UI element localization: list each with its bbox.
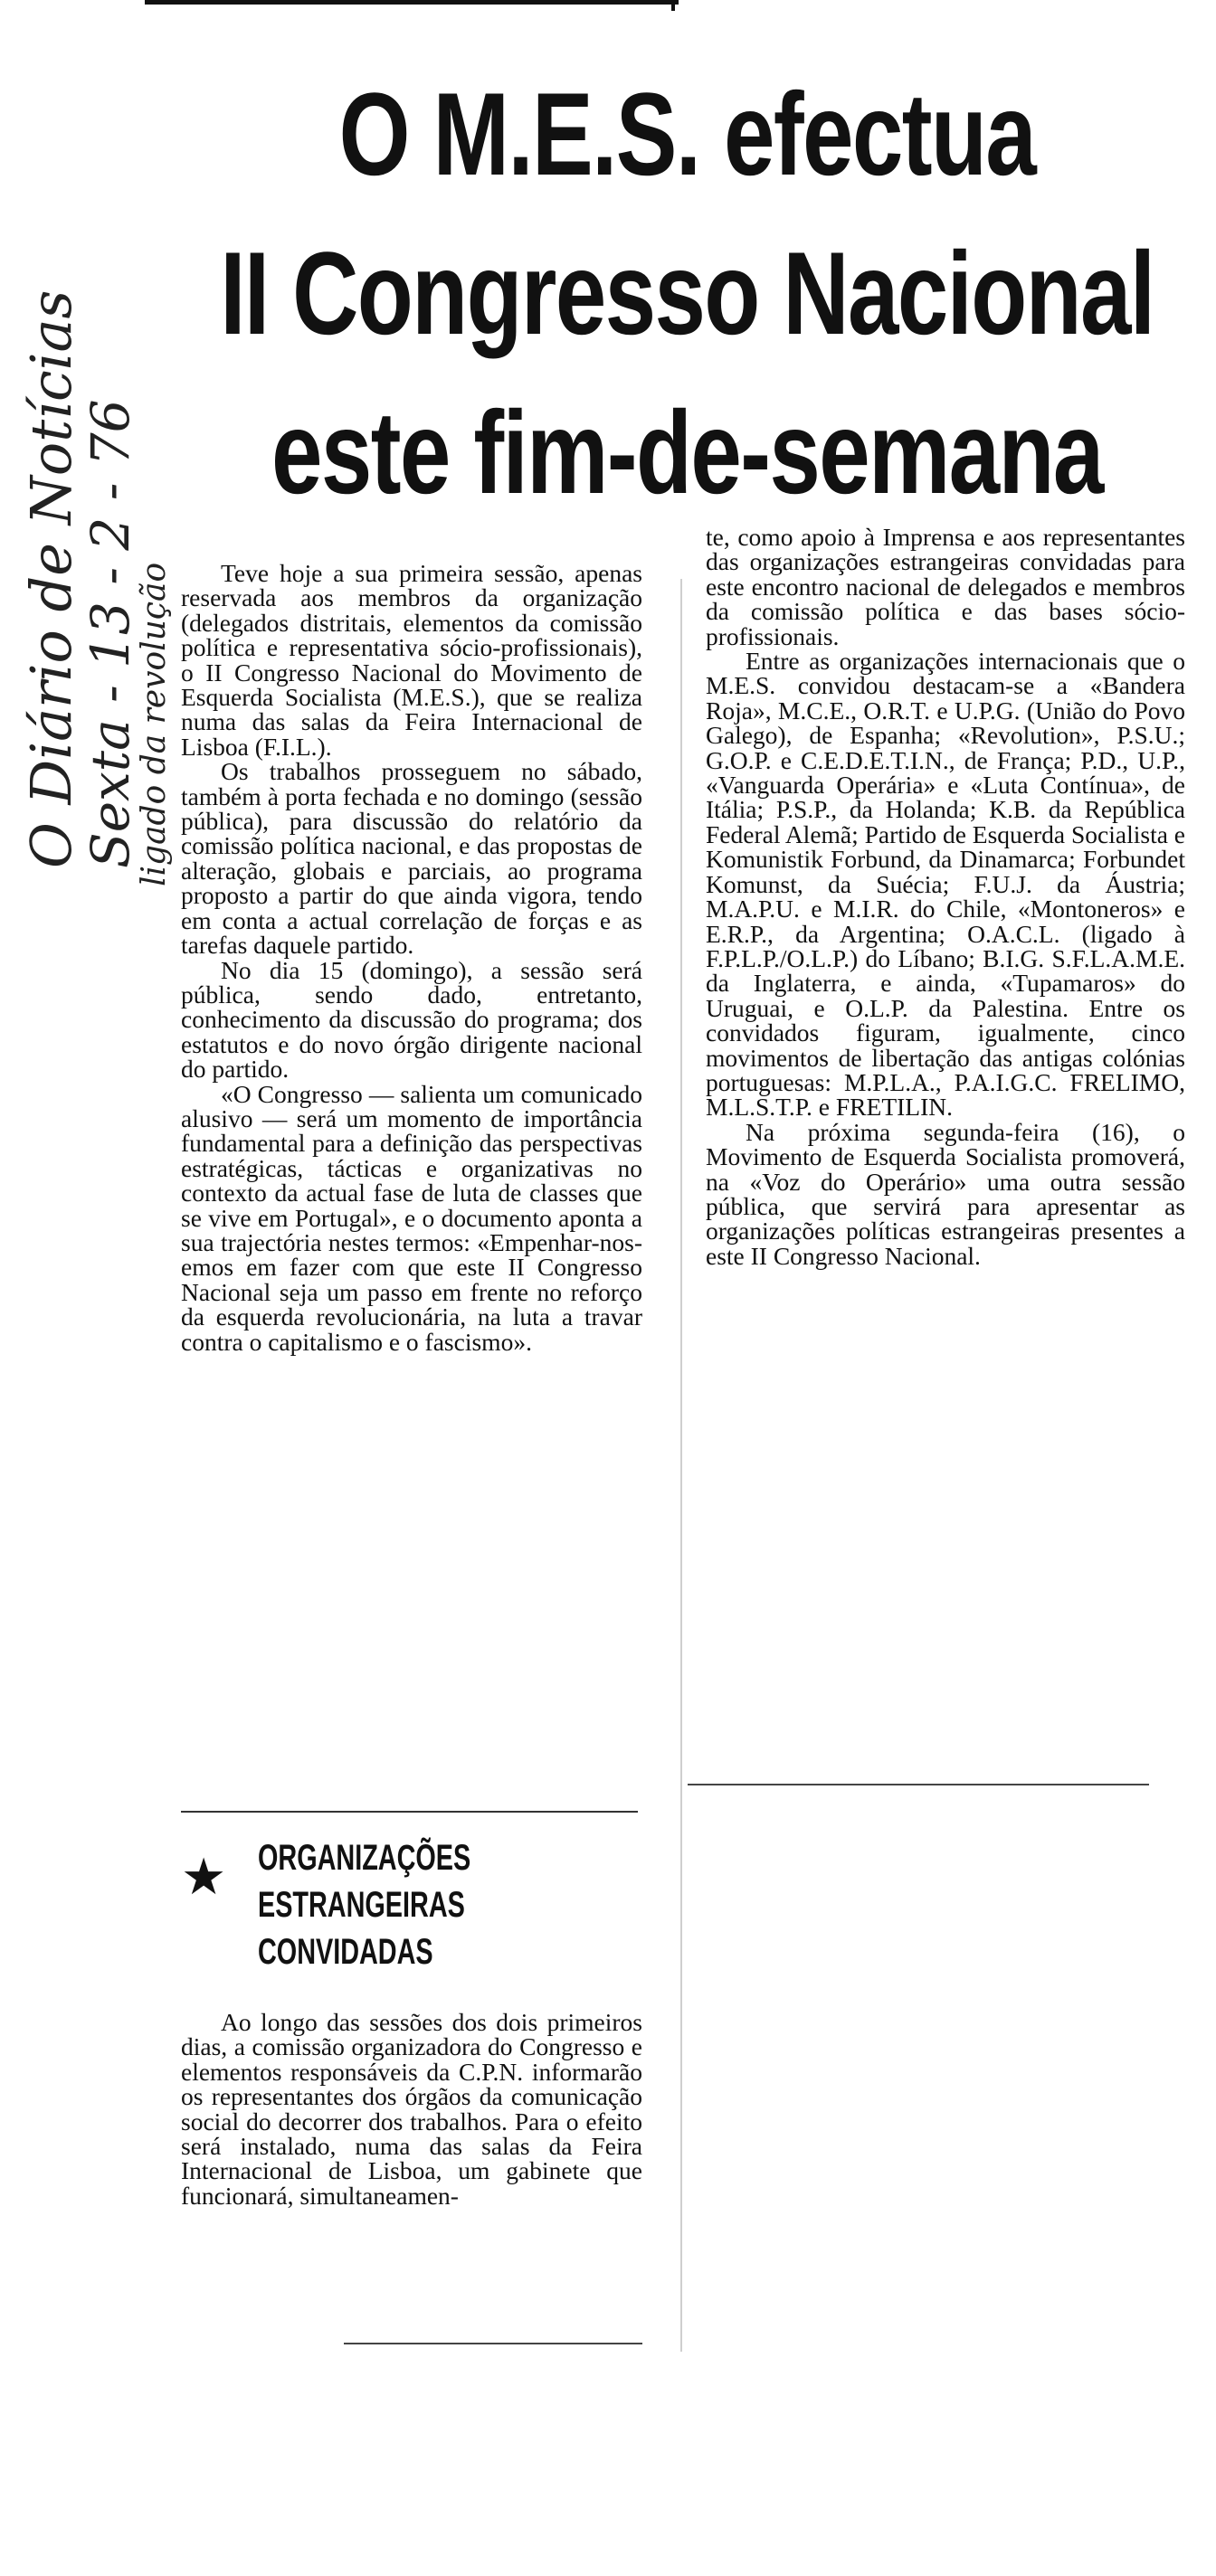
handwritten-annotation	[9, 181, 181, 886]
headline-line-3: este fim-de-semana	[271, 386, 1103, 518]
paragraph: Na próxima segunda-feira (16), o Movimento de Esquerda Socialista promoverá, na «Voz do Operário» uma outra sessão pública, que servirá para apresentar as organizações políticas estrangeiras presentes a este II Congresso Nacional.	[706, 1117, 1185, 1270]
headline-line-1: O M.E.S. efectua	[338, 68, 1036, 200]
section-subheading	[181, 1834, 615, 2006]
column-end-rule	[344, 2343, 642, 2344]
star-icon: ★	[181, 1850, 227, 1906]
article-column-1-continued	[181, 2010, 642, 2208]
top-rule-tick	[671, 0, 675, 11]
article-column-1	[181, 561, 642, 1354]
article-headline	[172, 54, 1202, 532]
handwritten-line-2: Sexta - 13 - 2 - 76	[80, 399, 141, 868]
handwritten-line-3: ligado da revolução	[136, 562, 173, 886]
paragraph: Teve hoje a sua primeira sessão, apenas reservada aos membros da organização (delegados distritais, elementos da comissão política e representativa sócio-profissionais), o II Congresso Nacional do Movimento de Esquerda Socialista (M.E.S.), que se realiza numa das salas da Feira Internacional de Lisboa (F.I.L.).	[181, 559, 642, 761]
article-column-2	[706, 525, 1185, 1268]
top-rule	[145, 0, 679, 5]
paragraph: Entre as organizações internacionais que o M.E.S. convidou destacam-se a «Bandera Roja», M.C.E., O.R.T. e U.P.G. (União do Povo Galego), de Espanha; «Revolution», P.S.U.; G.O.P. e C.E.D.E.T.I.N., de França; P.D., U.P., «Vanguarda Operária» e «Luta Contínua», de Itália; P.S.P., da Holanda; K.B. da República Federal Alemã; Partido de Esquerda Socialista e Komunistik Forbund, da Dinamarca; Forbundet Komunst, da Suécia; F.U.J. da Áustria; M.A.P.U. e M.I.R. do Chile, «Montoneros» e E.R.P., da Argentina; O.A.C.L. (ligado à F.P.L.P./O.L.P.) do Líbano; B.I.G. S.F.L.A.M.E. da Inglaterra, e ainda, «Tupamaros» do Uruguai, e O.L.P. da Palestina. Entre os convidados figuram, igualmente, cinco movimentos de libertação das antigas colónias portuguesas: M.P.L.A., P.A.I.G.C. FRELIMO, M.L.S.T.P. e FRETILIN.	[706, 647, 1185, 1122]
paragraph: te, como apoio à Imprensa e aos representantes das organizações estrangeiras convidadas para este encontro nacional de delegados e membros da comissão política e das bases sócio-profissionais.	[706, 523, 1185, 650]
paragraph: Ao longo das sessões dos dois primeiros dias, a comissão organizadora do Congresso e elementos responsáveis da C.P.N. informarão os representantes dos órgãos da comunicação social do decorrer dos trabalhos. Para o efeito será instalado, numa das salas da Feira Internacional de Lisboa, um gabinete que funcionará, simultaneamen-	[181, 2008, 642, 2210]
column-divider	[680, 579, 682, 2352]
subheading-line-3: CONVIDADAS	[258, 1932, 433, 1972]
headline-line-2: II Congresso Nacional	[220, 227, 1154, 359]
paragraph: «O Congresso — salienta um comunicado alusivo — será um momento de importância fundamental para a definição das perspectivas estratégicas, tácticas e organizativas no contexto da actual fase de luta de classes que se vive em Portugal», e o documento aponta a sua trajectória nestes termos: «Empenhar-nos-emos em fazer com que este II Congresso Nacional seja um passo em frente no reforço da esquerda revolucionária, na luta a travar contra o capitalismo e o fascismo».	[181, 1079, 642, 1356]
paragraph: Os trabalhos prosseguem no sábado, também à porta fechada e no domingo (sessão pública), para discussão do relatório da comissão política nacional, e das propostas de alteração, globais e parciais, ao programa proposto a partir do que ainda vigora, tendo em conta a actual correlação de forças e as tarefas daquele partido.	[181, 757, 642, 960]
subheading-line-1: ORGANIZAÇÕES	[258, 1838, 471, 1878]
subheading-line-2: ESTRANGEIRAS	[258, 1885, 465, 1925]
paragraph: No dia 15 (domingo), a sessão será pública, sendo dado, entretanto, conhecimento da discussão do programa; dos estatutos e do novo órgão dirigente nacional do partido.	[181, 955, 642, 1084]
handwritten-line-1: O Diário de Notícias	[18, 289, 84, 868]
column-end-rule	[181, 1811, 638, 1813]
column-end-rule	[688, 1784, 1149, 1785]
